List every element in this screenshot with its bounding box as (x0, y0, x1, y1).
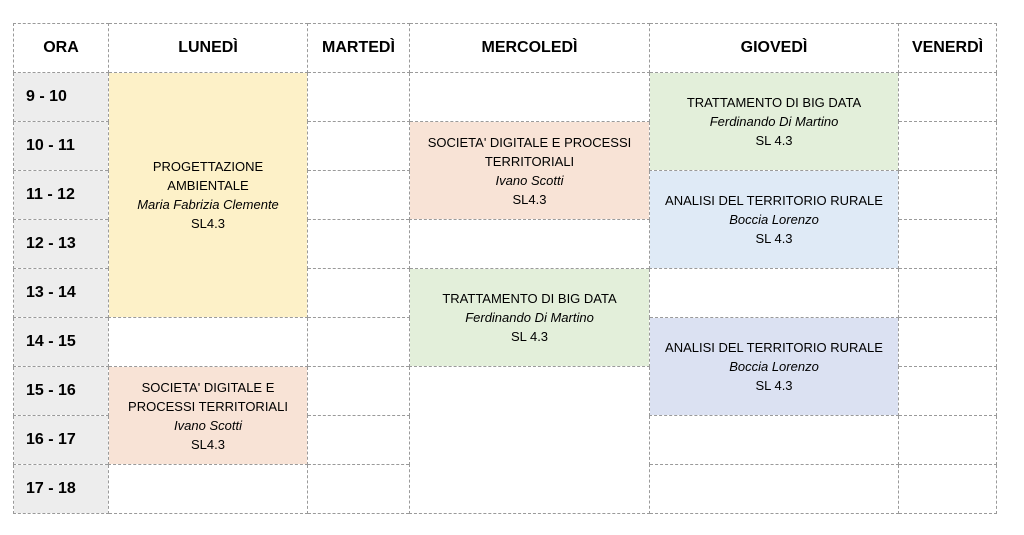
empty-slot (410, 367, 650, 514)
empty-slot (899, 171, 997, 220)
empty-slot (899, 416, 997, 465)
header-monday: LUNEDÌ (109, 24, 308, 73)
lesson-cell-wednesday-bigdata (410, 269, 650, 367)
lesson-room: SL 4.3 (755, 378, 793, 393)
empty-slot (308, 416, 410, 465)
empty-slot (410, 73, 650, 122)
hour-label: 10 - 11 (14, 122, 109, 171)
table-row (14, 73, 997, 122)
timetable (13, 23, 997, 514)
hour-label: 17 - 18 (14, 465, 109, 514)
lesson-teacher: Ivano Scotti (495, 172, 564, 188)
header-row (14, 24, 997, 73)
lesson-room: SL 4.3 (755, 133, 793, 148)
header-friday: VENERDÌ (899, 24, 997, 73)
lesson-cell-thursday-bigdata (650, 73, 899, 171)
lesson-cell-thursday-analisi-2 (650, 318, 899, 416)
hour-label: 12 - 13 (14, 220, 109, 269)
empty-slot (410, 220, 650, 269)
empty-slot (308, 269, 410, 318)
empty-slot (109, 318, 308, 367)
lesson-cell-monday-societa (109, 367, 308, 465)
empty-slot (308, 171, 410, 220)
lesson-room: SL4.3 (191, 216, 225, 231)
lesson-title: PROGETTAZIONE AMBIENTALE (152, 159, 264, 193)
header-thursday: GIOVEDÌ (650, 24, 899, 73)
lesson-cell-wednesday-societa (410, 122, 650, 220)
empty-slot (650, 269, 899, 318)
lesson-title: SOCIETA' DIGITALE E PROCESSI TERRITORIALI (128, 379, 288, 414)
header-wednesday: MERCOLEDÌ (410, 24, 650, 73)
empty-slot (899, 73, 997, 122)
hour-label: 11 - 12 (14, 171, 109, 220)
empty-slot (308, 220, 410, 269)
lesson-title: ANALISI DEL TERRITORIO RURALE (665, 340, 883, 355)
empty-slot (899, 220, 997, 269)
empty-slot (308, 367, 410, 416)
lesson-teacher: Ivano Scotti (174, 417, 242, 433)
lesson-room: SL4.3 (512, 191, 547, 207)
empty-slot (308, 318, 410, 367)
hour-label: 9 - 10 (14, 73, 109, 122)
lesson-title: ANALISI DEL TERRITORIO RURALE (665, 193, 883, 208)
empty-slot (899, 465, 997, 514)
lesson-teacher: Boccia Lorenzo (729, 212, 819, 227)
empty-slot (308, 73, 410, 122)
lesson-title: TRATTAMENTO DI BIG DATA (442, 291, 617, 306)
empty-slot (650, 416, 899, 465)
empty-slot (899, 269, 997, 318)
hour-label: 13 - 14 (14, 269, 109, 318)
header-ora: ORA (14, 24, 109, 73)
lesson-cell-thursday-analisi (650, 171, 899, 269)
empty-slot (899, 318, 997, 367)
lesson-room: SL 4.3 (510, 329, 549, 344)
lesson-room: SL 4.3 (755, 231, 793, 246)
empty-slot (308, 465, 410, 514)
empty-slot (308, 122, 410, 171)
lesson-teacher: Boccia Lorenzo (729, 359, 819, 374)
hour-label: 16 - 17 (14, 416, 109, 465)
lesson-teacher: Maria Fabrizia Clemente (137, 197, 279, 212)
lesson-teacher: Ferdinando Di Martino (709, 114, 839, 129)
empty-slot (650, 465, 899, 514)
empty-slot (899, 367, 997, 416)
lesson-teacher: Ferdinando Di Martino (465, 310, 594, 325)
lesson-title: TRATTAMENTO DI BIG DATA (686, 95, 862, 110)
empty-slot (109, 465, 308, 514)
lesson-cell-monday-progettazione (109, 73, 308, 318)
lesson-room: SL4.3 (191, 436, 225, 452)
header-tuesday: MARTEDÌ (308, 24, 410, 73)
hour-label: 15 - 16 (14, 367, 109, 416)
hour-label: 14 - 15 (14, 318, 109, 367)
lesson-title: SOCIETA' DIGITALE E PROCESSI TERRITORIALI (427, 134, 632, 169)
empty-slot (899, 122, 997, 171)
